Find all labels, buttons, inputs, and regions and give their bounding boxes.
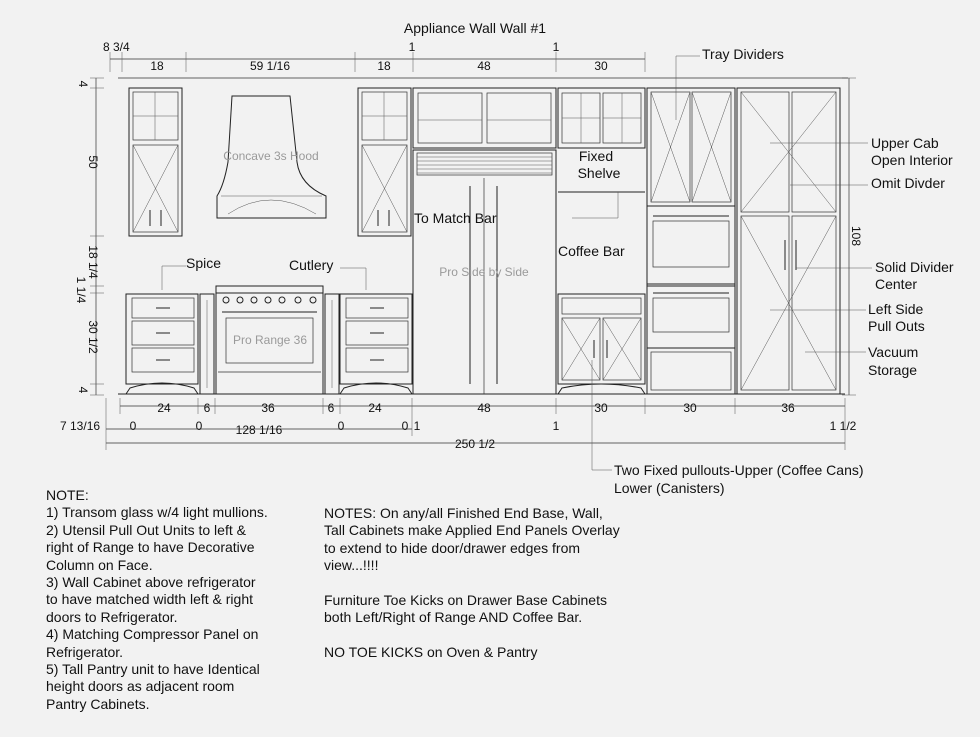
dim-top-left: 8 3/4 — [103, 40, 130, 54]
dim-total: 250 1/2 — [454, 437, 496, 451]
dim-one: 1 — [552, 419, 560, 433]
above-fridge-cabinet — [413, 88, 556, 148]
callout-fixed-shelve-1: Fixed — [578, 148, 614, 164]
dim-left: 50 — [86, 155, 100, 169]
dim-zero: 0 — [337, 419, 345, 433]
dim-left: 18 1/4 — [86, 245, 100, 279]
note-line: Furniture Toe Kicks on Drawer Base Cabinets — [324, 592, 607, 609]
dim-zero: 0 — [401, 419, 409, 433]
note-line: NOTES: On any/all Finished End Base, Wall, — [324, 505, 603, 521]
callout-left-side-1: Left Side — [868, 301, 924, 317]
note-line: Column on Face. — [46, 556, 153, 573]
note-line: Pantry Cabinets. — [46, 695, 150, 712]
left-base-cabinet — [126, 294, 214, 394]
coffee-bar-base-cabinet — [558, 294, 645, 394]
note-line: 4) Matching Compressor Panel on — [46, 626, 259, 643]
fridge-label: Pro Side by Side — [439, 265, 529, 279]
dim-top: 30 — [594, 59, 608, 73]
dim-top: 18 — [150, 59, 164, 73]
note-line: view...!!!! — [324, 557, 379, 574]
right-base-cabinet — [325, 294, 412, 394]
dim-left: 1 1/4 — [74, 276, 88, 304]
note-line: 3) Wall Cabinet above refrigerator — [46, 574, 256, 591]
note-line: both Left/Right of Range AND Coffee Bar. — [324, 609, 583, 626]
callout-solid-divider-1: Solid Divider — [875, 259, 954, 275]
dim-zero: 0 — [195, 419, 203, 433]
note-line — [324, 627, 620, 644]
dim-subtotal: 128 1/16 — [235, 423, 283, 437]
note-line: Refrigerator. — [46, 643, 124, 660]
notes-left — [46, 487, 268, 713]
hood-label: Concave 3s Hood — [223, 149, 319, 163]
dim-zero: 0 — [129, 419, 137, 433]
callout-cutlery: Cutlery — [289, 257, 334, 273]
note-line: 1) Transom glass w/4 light mullions. — [46, 504, 268, 521]
dim-bottom: 30 — [594, 401, 608, 415]
callout-vacuum-1: Vacuum — [868, 344, 919, 360]
tall-pantry-cabinet — [737, 88, 840, 394]
dim-bottom-left: 7 13/16 — [60, 419, 101, 433]
note-line: Tall Cabinets make Applied End Panels Overlay — [324, 522, 620, 539]
dim-top-one: 1 — [552, 40, 560, 54]
note-line: 2) Utensil Pull Out Units to left & — [46, 521, 246, 538]
dim-left: 4 — [76, 386, 90, 394]
dim-one-half: 1 1/2 — [829, 419, 857, 433]
callout-two-fixed-1: Two Fixed pullouts-Upper (Coffee Cans) — [614, 462, 864, 478]
dim-top: 59 1/16 — [249, 59, 291, 73]
callout-tray-dividers: Tray Dividers — [702, 46, 784, 62]
callout-omit-divider: Omit Divder — [871, 175, 945, 191]
note-line: height doors as adjacent room — [46, 678, 235, 695]
right-wall-cabinet — [358, 88, 411, 236]
dim-one: 1 — [413, 419, 421, 433]
dim-bottom: 30 — [683, 401, 697, 415]
dim-bottom: 48 — [477, 401, 491, 415]
callout-vacuum-2: Storage — [868, 362, 918, 378]
dim-left: 4 — [76, 80, 90, 88]
note-line: NOTE: — [46, 487, 89, 503]
callout-upper-cab-2: Open Interior — [871, 152, 953, 168]
note-line: doors to Refrigerator. — [46, 608, 178, 625]
dim-bottom: 24 — [368, 401, 382, 415]
range-label: Pro Range 36 — [232, 333, 308, 347]
dim-right-height: 108 — [849, 225, 863, 247]
note-line: right of Range to have Decorative — [46, 539, 255, 556]
dim-top: 18 — [377, 59, 391, 73]
dim-bottom: 36 — [261, 401, 275, 415]
callout-two-fixed-2: Lower (Canisters) — [614, 480, 725, 496]
callout-fixed-shelve-2: Shelve — [577, 165, 621, 181]
dim-bottom: 6 — [203, 401, 211, 415]
callout-spice: Spice — [186, 255, 222, 271]
notes-right — [324, 505, 620, 662]
note-line: 5) Tall Pantry unit to have Identical — [46, 661, 260, 678]
dim-bottom: 6 — [327, 401, 335, 415]
tall-oven-cabinet — [647, 88, 735, 394]
callout-solid-divider-2: Center — [875, 276, 918, 292]
callout-upper-cab-1: Upper Cab — [871, 135, 939, 151]
note-line: to have matched width left & right — [46, 591, 253, 608]
callout-to-match-bar: To Match Bar — [414, 210, 497, 226]
dim-left: 30 1/2 — [86, 320, 100, 354]
dim-top: 48 — [477, 59, 491, 73]
dim-top-one: 1 — [408, 40, 416, 54]
note-line: NO TOE KICKS on Oven & Pantry — [324, 644, 538, 661]
note-line: to extend to hide door/drawer edges from — [324, 539, 581, 556]
note-line — [324, 575, 620, 592]
left-wall-cabinet — [129, 88, 182, 236]
dim-bottom: 24 — [157, 401, 171, 415]
drawing-title: Appliance Wall Wall #1 — [403, 20, 547, 36]
callout-coffee-bar: Coffee Bar — [558, 243, 625, 259]
dim-bottom: 36 — [781, 401, 795, 415]
callout-left-side-2: Pull Outs — [868, 318, 925, 334]
